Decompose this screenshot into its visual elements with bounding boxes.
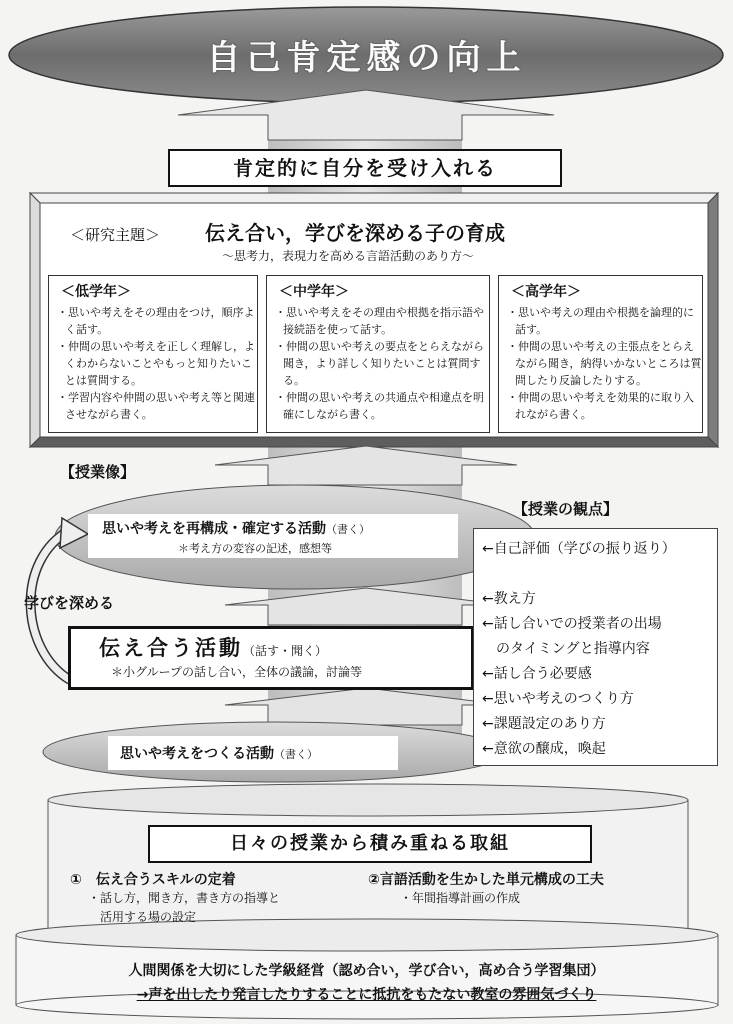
grade-high-item: ・仲間の思いや考えの主張点をとらえながら聞き，納得いかないところは質問したり反論したりする。 (507, 340, 702, 387)
create-box (108, 736, 398, 770)
grade-mid-item: ・思いや考えをその理由や根拠を指示語や接続語を使って話す。 (275, 306, 484, 336)
research-label: ＜研究主題＞ (70, 226, 161, 244)
viewpoint-item: ←思いや考えのつくり方 (482, 691, 634, 707)
reconstruct-note: ＊考え方の変容の記述，感想等 (178, 542, 332, 555)
viewpoint-item: ←教え方 (482, 591, 536, 607)
reconstruct-mode: （書く） (326, 523, 370, 536)
base-line-2: →声を出したり発言したりすることに抵抗をもたない教室の雰囲気づくり (136, 987, 597, 1003)
grade-mid-item: ・仲間の思いや考えの共通点や相違点を明確にしながら書く。 (275, 391, 484, 421)
convey-box (68, 626, 474, 690)
daily-left-item: 活用する場の設定 (88, 910, 197, 924)
convey-title: 伝え合う活動 (99, 636, 243, 660)
grade-mid-box (266, 275, 490, 433)
convey-note: ＊小グループの話し合い，全体の議論，討論等 (111, 665, 363, 679)
viewpoint-item (482, 562, 717, 587)
grade-low-item: ・仲間の思いや考えを正しく理解し，よくわからないことやもっと知りたいことは質問する。 (57, 340, 255, 387)
acceptance-box: 肯定的に自分を受け入れる (168, 149, 562, 187)
grade-high-item: ・仲間の思いや考えを効果的に取り入れながら書く。 (507, 391, 694, 421)
grade-low-box (48, 275, 258, 433)
daily-right-item: ・年間指導計画の作成 (400, 891, 521, 905)
viewpoints-label: 【授業の観点】 (513, 500, 619, 518)
viewpoints-box (473, 528, 718, 766)
daily-right-list (400, 889, 520, 908)
reconstruct-box (88, 514, 458, 558)
grade-high-item: ・思いや考えの理由や根拠を論理的に話す。 (507, 306, 694, 336)
viewpoint-item: ←課題設定のあり方 (482, 716, 606, 732)
lesson-image-label: 【授業像】 (60, 463, 136, 481)
daily-left-item: ・話し方，聞き方，書き方の指導と (88, 891, 281, 905)
research-title: 伝え合い，学びを深める子の育成 (205, 221, 505, 245)
create-mode: （書く） (274, 748, 318, 761)
daily-cylinder (48, 784, 688, 816)
grade-low-item: ・学習内容や仲間の思いや考え等と関連させながら書く。 (57, 391, 255, 421)
daily-left-list (88, 889, 280, 927)
goal-title: 自己肯定感の向上 (206, 38, 527, 78)
research-subtitle: ～思考力，表現力を高める言語活動のあり方～ (222, 249, 475, 263)
viewpoint-item: ←自己評価（学びの振り返り） (482, 541, 676, 557)
grade-mid-title: ＜中学年＞ (279, 284, 349, 300)
viewpoint-item: ←話し合う必要感 (482, 666, 592, 682)
daily-left-title: ① 伝え合うスキルの定着 (70, 872, 236, 888)
grade-high-title: ＜高学年＞ (511, 284, 581, 300)
grade-low-item: ・思いや考えをその理由をつけ，順序よく話す。 (57, 306, 255, 336)
create-title: 思いや考えをつくる活動 (120, 746, 274, 762)
deepen-label: 学びを深める (24, 594, 115, 612)
grade-mid-item: ・仲間の思いや考えの要点をとらえながら聞き，より詳しく知りたいことは質問する。 (275, 340, 484, 387)
daily-right-title: ②言語活動を生かした単元構成の工夫 (368, 872, 604, 888)
viewpoint-item: のタイミングと指導内容 (482, 641, 650, 657)
daily-title: 日々の授業から積み重ねる取組 (148, 825, 592, 863)
arrow-up-2 (225, 588, 507, 625)
reconstruct-title: 思いや考えを再構成・確定する活動 (102, 521, 326, 537)
convey-mode: （話す・聞く） (243, 644, 328, 658)
viewpoint-item: ←話し合いでの授業者の出場 (482, 616, 662, 632)
viewpoint-item: ←意欲の醸成，喚起 (482, 741, 606, 757)
base-line-1: 人間関係を大切にした学級経営（認め合い，学び合い，高め合う学習集団） (128, 963, 605, 979)
arrow-up-1 (215, 446, 517, 485)
arrow-up-3 (225, 688, 507, 725)
grade-low-title: ＜低学年＞ (61, 284, 131, 300)
grade-high-box (498, 275, 703, 433)
